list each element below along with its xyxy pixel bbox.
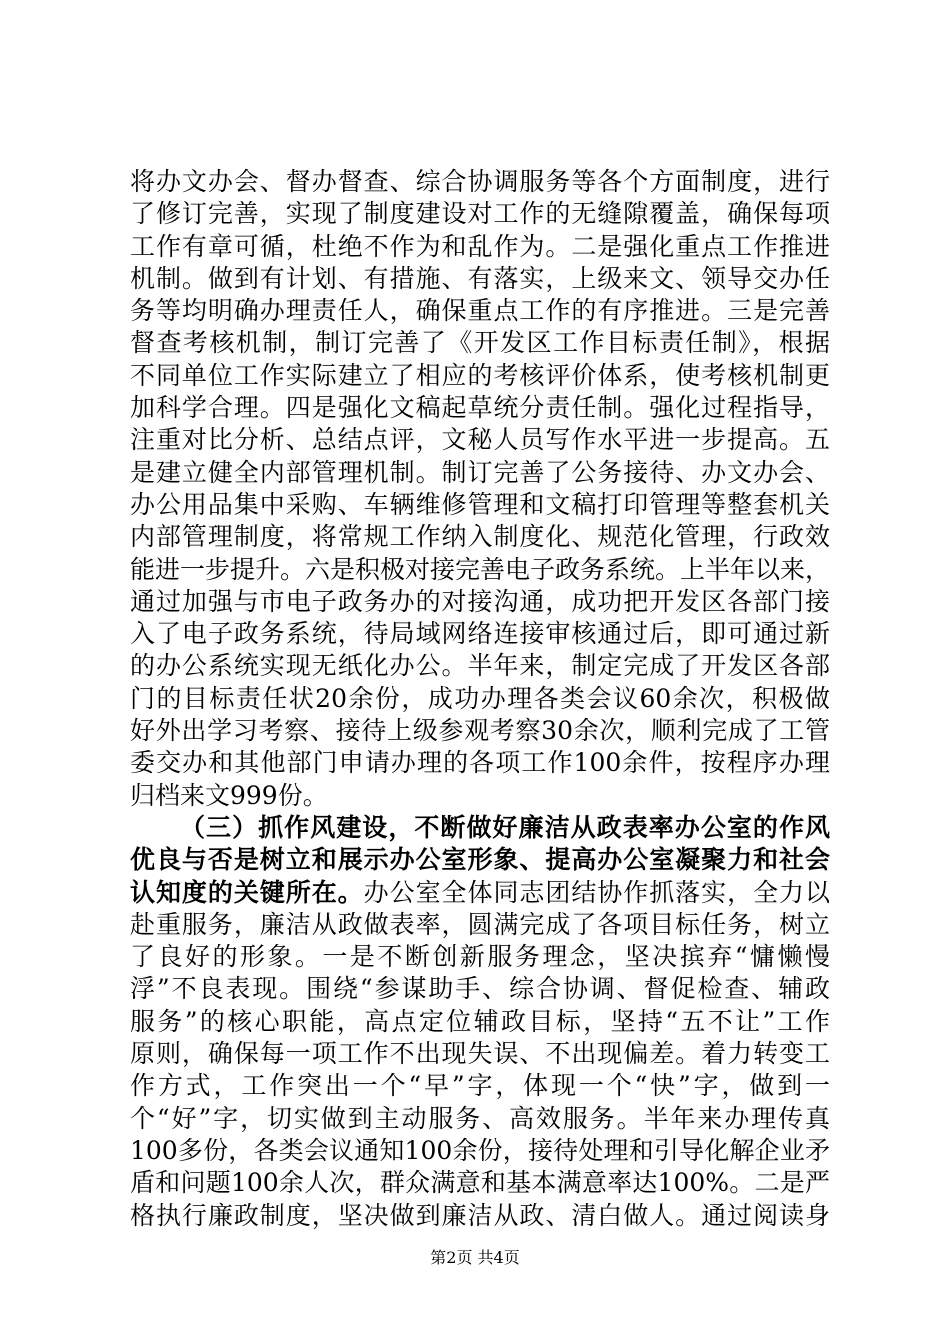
body-line: 加科学合理。四是强化文稿起草统分责任制。强化过程指导， — [130, 393, 830, 423]
body-line: 务等均明确办理责任人，确保重点工作的有序推进。三是完善 — [130, 296, 830, 326]
body-line: 将办文办会、督办督查、综合协调服务等各个方面制度，进行 — [130, 167, 830, 196]
body-line: 服务”的核心职能，高点定位辅政目标，坚持“五不让”工作 — [130, 1006, 830, 1036]
body-line: 通过加强与市电子政务办的对接沟通，成功把开发区各部门接 — [130, 586, 830, 616]
body-line: 不同单位工作实际建立了相应的考核评价体系，使考核机制更 — [130, 360, 830, 390]
body-line: 入了电子政务系统，待局域网络连接审核通过后，即可通过新 — [130, 619, 830, 649]
body-line: 能进一步提升。六是积极对接完善电子政务系统。上半年以来， — [130, 554, 830, 584]
body-line: 100多份，各类会议通知100余份，接待处理和引导化解企业矛 — [130, 1135, 830, 1165]
body-line: 了良好的形象。一是不断创新服务理念，坚决摈弃“慵懒慢 — [130, 942, 830, 972]
body-line: 赴重服务，廉洁从政做表率，圆满完成了各项目标任务，树立 — [130, 909, 830, 939]
body-line: 归档来文999份。 — [130, 780, 328, 810]
body-line: 格执行廉政制度，坚决做到廉洁从政、清白做人。通过阅读身 — [130, 1200, 830, 1230]
body-line: 委交办和其他部门申请办理的各项工作100余件，按程序办理 — [130, 748, 830, 778]
body-line — [130, 877, 830, 909]
body-line: 浮”不良表现。围绕“参谋助手、综合协调、督促检查、辅政 — [130, 974, 830, 1004]
body-line: 个“好”字，切实做到主动服务、高效服务。半年来办理传真 — [130, 1103, 830, 1133]
document-body — [130, 166, 830, 1232]
section-heading: 优良与否是树立和展示办公室形象、提高办公室凝聚力和社会 — [130, 845, 830, 875]
page-number-footer: 第2页 共4页 — [430, 1248, 520, 1267]
section-heading: （三）抓作风建设，不断做好廉洁从政表率办公室的作风 — [180, 812, 830, 842]
body-line: 了修订完善，实现了制度建设对工作的无缝隙覆盖，确保每项 — [130, 199, 830, 229]
body-line: 是建立健全内部管理机制。制订完善了公务接待、办文办会、 — [130, 457, 830, 487]
body-line: 原则，确保每一项工作不出现失误、不出现偏差。着力转变工 — [130, 1039, 830, 1069]
body-line: 门的目标责任状20余份，成功办理各类会议60余次，积极做 — [130, 683, 830, 713]
section-heading-tail: 认知度的关键所在。 — [130, 877, 364, 907]
body-text-fragment: 办公室全体同志团结协作抓落实，全力以 — [363, 877, 830, 907]
body-line: 作方式，工作突出一个“早”字，体现一个“快”字，做到一 — [130, 1071, 830, 1101]
body-line: 办公用品集中采购、车辆维修管理和文稿打印管理等整套机关 — [130, 489, 830, 519]
body-line: 的办公系统实现无纸化办公。半年来，制定完成了开发区各部 — [130, 651, 830, 681]
body-line: 内部管理制度，将常规工作纳入制度化、规范化管理，行政效 — [130, 522, 830, 552]
body-line: 好外出学习考察、接待上级参观考察30余次，顺利完成了工管 — [130, 716, 830, 746]
body-line: 督查考核机制，制订完善了《开发区工作目标责任制》，根据 — [130, 328, 830, 358]
body-line: 工作有章可循，杜绝不作为和乱作为。二是强化重点工作推进 — [130, 231, 830, 261]
body-line: 机制。做到有计划、有措施、有落实，上级来文、领导交办任 — [130, 263, 830, 293]
body-line: 盾和问题100余人次，群众满意和基本满意率达100%。二是严 — [130, 1168, 830, 1198]
body-line: 注重对比分析、总结点评，文秘人员写作水平进一步提高。五 — [130, 425, 830, 455]
